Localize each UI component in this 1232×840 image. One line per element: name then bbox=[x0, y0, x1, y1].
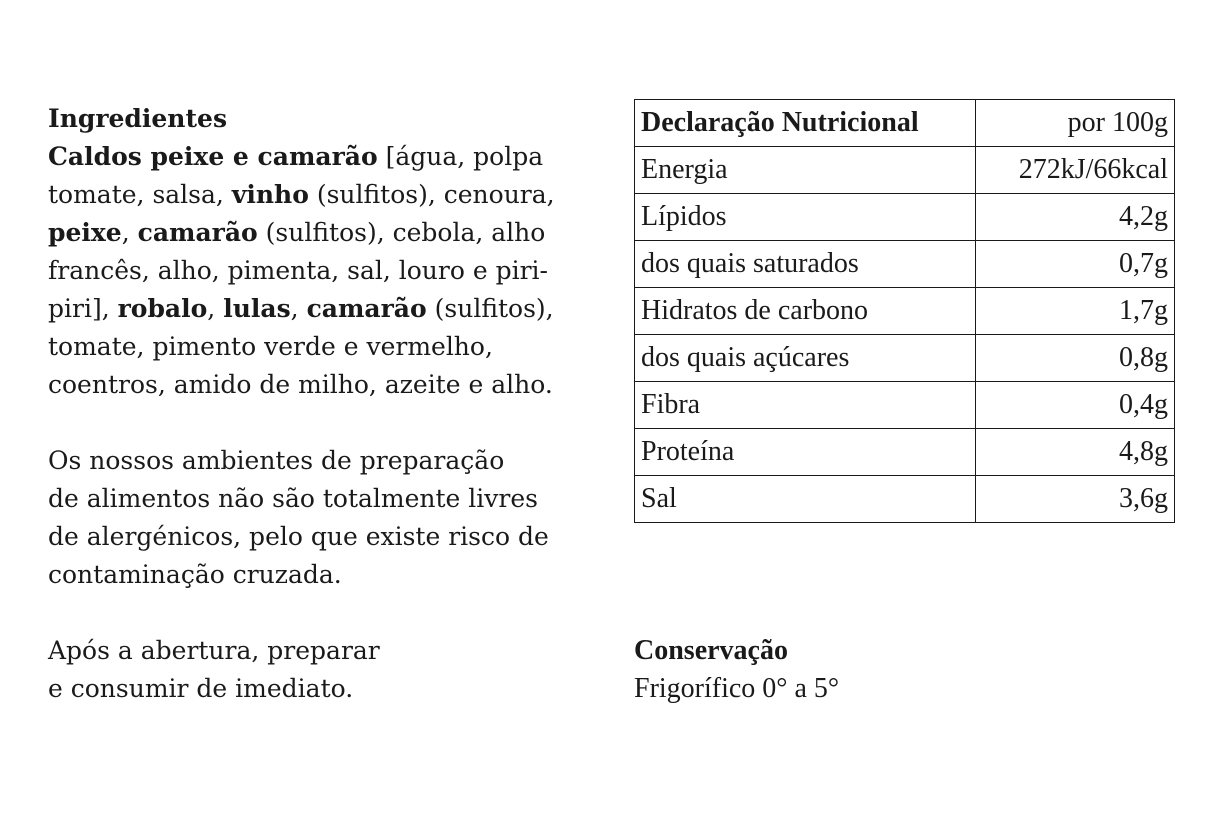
nutrient-label: Proteína bbox=[635, 429, 976, 476]
ingredients-line: coentros, amido de milho, azeite e alho. bbox=[48, 370, 553, 399]
nutrient-value: 4,8g bbox=[976, 429, 1175, 476]
conservation-title: Conservação bbox=[634, 635, 788, 666]
ingredients-line: Caldos peixe e camarão [água, polpa bbox=[48, 142, 544, 171]
nutrient-label: Energia bbox=[635, 147, 976, 194]
after-opening-line: Após a abertura, preparar bbox=[48, 636, 380, 665]
nutrient-value: 0,8g bbox=[976, 335, 1175, 382]
allergen-notice-line: Os nossos ambientes de preparação bbox=[48, 446, 505, 475]
ingredients-heading: Ingredientes bbox=[48, 104, 228, 133]
conservation-text: Frigorífico 0° a 5° bbox=[634, 673, 840, 704]
nutrient-label: dos quais açúcares bbox=[635, 335, 976, 382]
allergen-notice-line: contaminação cruzada. bbox=[48, 560, 342, 589]
nutrition-header-label: Declaração Nutricional bbox=[635, 100, 976, 147]
nutrient-label: Lípidos bbox=[635, 194, 976, 241]
nutrient-value: 0,7g bbox=[976, 241, 1175, 288]
nutrient-value: 1,7g bbox=[976, 288, 1175, 335]
table-row bbox=[635, 194, 1175, 241]
nutrient-value: 272kJ/66kcal bbox=[976, 147, 1175, 194]
ingredients-column bbox=[48, 100, 588, 708]
allergen-notice-line: de alimentos não são totalmente livres bbox=[48, 484, 538, 513]
nutrient-value: 4,2g bbox=[976, 194, 1175, 241]
after-opening-line: e consumir de imediato. bbox=[48, 674, 354, 703]
nutrient-value: 0,4g bbox=[976, 382, 1175, 429]
table-row bbox=[635, 288, 1175, 335]
nutrition-header-value: por 100g bbox=[976, 100, 1175, 147]
nutrient-label: Hidratos de carbono bbox=[635, 288, 976, 335]
table-row bbox=[635, 335, 1175, 382]
ingredients-line: francês, alho, pimenta, sal, louro e piri- bbox=[48, 256, 548, 285]
table-row bbox=[635, 147, 1175, 194]
spacer bbox=[48, 404, 588, 442]
nutrition-header-row bbox=[635, 100, 1175, 147]
nutrient-label: Fibra bbox=[635, 382, 976, 429]
nutrient-label: Sal bbox=[635, 476, 976, 523]
allergen-notice-line: de alergénicos, pelo que existe risco de bbox=[48, 522, 549, 551]
table-row bbox=[635, 429, 1175, 476]
ingredients-line: tomate, salsa, vinho (sulfitos), cenoura, bbox=[48, 180, 555, 209]
table-row bbox=[635, 382, 1175, 429]
table-row bbox=[635, 241, 1175, 288]
ingredients-line: piri], robalo, lulas, camarão (sulfitos), bbox=[48, 294, 554, 323]
conservation-section bbox=[634, 632, 839, 708]
spacer bbox=[48, 594, 588, 632]
ingredients-line: peixe, camarão (sulfitos), cebola, alho bbox=[48, 218, 546, 247]
ingredients-line: tomate, pimento verde e vermelho, bbox=[48, 332, 493, 361]
table-row bbox=[635, 476, 1175, 523]
nutrition-table bbox=[634, 99, 1175, 523]
nutrient-value: 3,6g bbox=[976, 476, 1175, 523]
nutrient-label: dos quais saturados bbox=[635, 241, 976, 288]
